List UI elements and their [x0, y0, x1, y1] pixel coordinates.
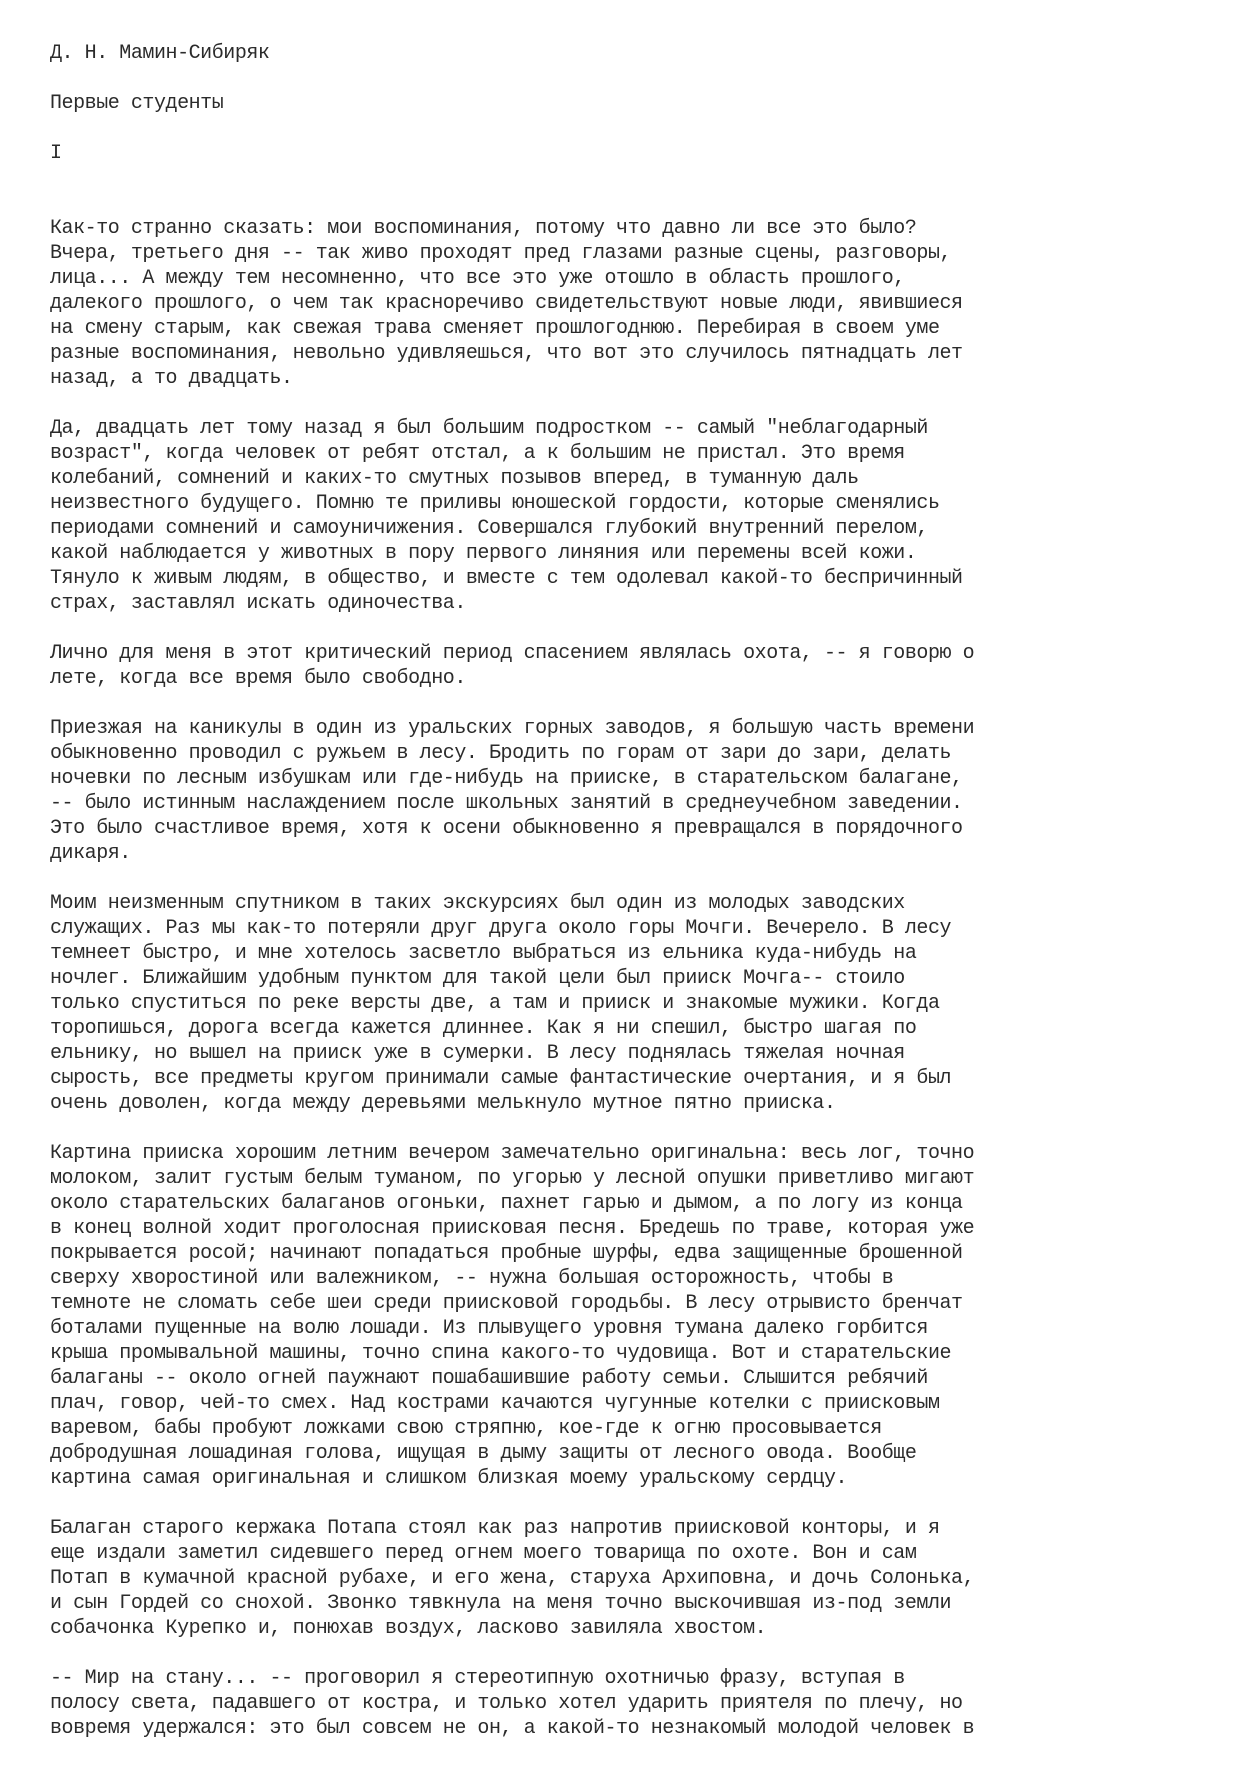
document-title: Первые студенты	[50, 92, 224, 115]
text-line: Вчера, третьего дня -- так живо проходят пред глазами разные сцены, разговоры,	[50, 242, 952, 265]
paragraph	[50, 1666, 1230, 1741]
text-line: картина самая оригинальная и слишком близкая моему уральскому сердцу.	[50, 1467, 848, 1490]
paragraph	[50, 1516, 1230, 1641]
text-line: Тянуло к живым людям, в общество, и вместе с тем одолевал какой-то беспричинный	[50, 567, 963, 590]
text-line: Лично для меня в этот критический период спасением являлась охота, -- я говорю о	[50, 642, 975, 665]
text-line: полосу света, падавшего от костра, и только хотел ударить приятеля по плечу, но	[50, 1692, 963, 1715]
text-line: собачонка Курепко и, понюхав воздух, ласково завиляла хвостом.	[50, 1617, 767, 1640]
text-line: Это было счастливое время, хотя к осени обыкновенно я превращался в порядочного	[50, 817, 963, 840]
text-line: очень доволен, когда между деревьями мелькнуло мутное пятно прииска.	[50, 1092, 836, 1115]
text-line: неизвестного будущего. Помню те приливы юношеской гордости, которые сменялись	[50, 492, 940, 515]
text-line: на смену старым, как свежая трава сменяет прошлогоднюю. Перебирая в своем уме	[50, 317, 940, 340]
text-line: темноте не сломать себе шеи среди приисковой городьбы. В лесу отрывисто бренчат	[50, 1292, 963, 1315]
text-line: ночевки по лесным избушкам или где-нибудь на прииске, в старательском балагане,	[50, 767, 963, 790]
text-line: служащих. Раз мы как-то потеряли друг друга около горы Мочги. Вечерело. В лесу	[50, 917, 952, 940]
paragraph	[50, 641, 1230, 691]
text-line: обыкновенно проводил с ружьем в лесу. Бродить по горам от зари до зари, делать	[50, 742, 952, 765]
document-page	[50, 41, 1230, 1766]
paragraph	[50, 891, 1230, 1116]
text-line: разные воспоминания, невольно удивляешься, что вот это случилось пятнадцать лет	[50, 342, 963, 365]
paragraph	[50, 416, 1230, 616]
text-line: добродушная лошадиная голова, ищущая в дыму защиты от лесного овода. Вообще	[50, 1442, 917, 1465]
text-line: Моим неизменным спутником в таких экскурсиях был один из молодых заводских	[50, 892, 905, 915]
text-line: колебаний, сомнений и каких-то смутных позывов вперед, в туманную даль	[50, 467, 859, 490]
text-line: -- Мир на стану... -- проговорил я стереотипную охотничью фразу, вступая в	[50, 1667, 905, 1690]
chapter-number: I	[50, 142, 62, 165]
text-line: боталами пущенные на волю лошади. Из плывущего уровня тумана далеко горбится	[50, 1317, 928, 1340]
text-line: Балаган старого кержака Потапа стоял как раз напротив приисковой конторы, и я	[50, 1517, 940, 1540]
text-line: Приезжая на каникулы в один из уральских горных заводов, я большую часть времени	[50, 717, 975, 740]
text-line: Картина прииска хорошим летним вечером замечательно оригинальна: весь лог, точно	[50, 1142, 975, 1165]
text-line: лете, когда все время было свободно.	[50, 667, 466, 690]
text-line: дикаря.	[50, 842, 131, 865]
text-line: еще издали заметил сидевшего перед огнем моего товарища по охоте. Вон и сам	[50, 1542, 917, 1565]
text-line: крыша промывальной машины, точно спина какого-то чудовища. Вот и старательские	[50, 1342, 952, 1365]
text-line: балаганы -- около огней паужнают пошабашившие работу семьи. Слышится ребячий	[50, 1367, 928, 1390]
text-line: только спуститься по реке версты две, а там и прииск и знакомые мужики. Когда	[50, 992, 940, 1015]
text-line: варевом, бабы пробуют ложками свою стряпню, кое-где к огню просовывается	[50, 1417, 882, 1440]
text-line: вовремя удержался: это был совсем не он, а какой-то незнакомый молодой человек в	[50, 1717, 975, 1740]
text-line: покрывается росой; начинают попадаться пробные шурфы, едва защищенные брошенной	[50, 1242, 963, 1265]
text-line: ночлег. Ближайшим удобным пунктом для такой цели был прииск Мочга-- стоило	[50, 967, 905, 990]
text-line: сверху хворостиной или валежником, -- нужна большая осторожность, чтобы в	[50, 1267, 894, 1290]
text-line: какой наблюдается у животных в пору первого линяния или перемены всей кожи.	[50, 542, 917, 565]
body-text	[50, 216, 1230, 1741]
text-line: сырость, все предметы кругом принимали самые фантастические очертания, и я был	[50, 1067, 952, 1090]
text-line: страх, заставлял искать одиночества.	[50, 592, 466, 615]
text-line: и сын Гордей со снохой. Звонко тявкнула на меня точно выскочившая из-под земли	[50, 1592, 952, 1615]
text-line: возраст", когда человек от ребят отстал, а к большим не пристал. Это время	[50, 442, 905, 465]
text-line: ельнику, но вышел на прииск уже в сумерки. В лесу поднялась тяжелая ночная	[50, 1042, 905, 1065]
paragraph	[50, 716, 1230, 866]
text-line: в конец волной ходит проголосная приисковая песня. Бредешь по траве, которая уже	[50, 1217, 975, 1240]
text-line: молоком, залит густым белым туманом, по угорью у лесной опушки приветливо мигают	[50, 1167, 975, 1190]
text-line: -- было истинным наслаждением после школьных занятий в среднеучебном заведении.	[50, 792, 963, 815]
text-line: плач, говор, чей-то смех. Над кострами качаются чугунные котелки с приисковым	[50, 1392, 940, 1415]
text-line: назад, а то двадцать.	[50, 367, 293, 390]
paragraph	[50, 216, 1230, 391]
text-line: темнеет быстро, и мне хотелось засветло выбраться из ельника куда-нибудь на	[50, 942, 917, 965]
paragraph	[50, 1141, 1230, 1491]
text-line: Да, двадцать лет тому назад я был большим подростком -- самый "неблагодарный	[50, 417, 928, 440]
text-line: лица... А между тем несомненно, что все это уже отошло в область прошлого,	[50, 267, 905, 290]
text-line: Как-то странно сказать: мои воспоминания, потому что давно ли все это было?	[50, 217, 917, 240]
text-line: периодами сомнений и самоуничижения. Совершался глубокий внутренний перелом,	[50, 517, 928, 540]
text-line: торопишься, дорога всегда кажется длиннее. Как я ни спешил, быстро шагая по	[50, 1017, 917, 1040]
text-line: далекого прошлого, о чем так красноречиво свидетельствуют новые люди, явившиеся	[50, 292, 963, 315]
text-line: Потап в кумачной красной рубахе, и его жена, старуха Архиповна, и дочь Солонька,	[50, 1567, 975, 1590]
author-line: Д. Н. Мамин-Сибиряк	[50, 42, 270, 65]
text-line: около старательских балаганов огоньки, пахнет гарью и дымом, а по логу из конца	[50, 1192, 963, 1215]
